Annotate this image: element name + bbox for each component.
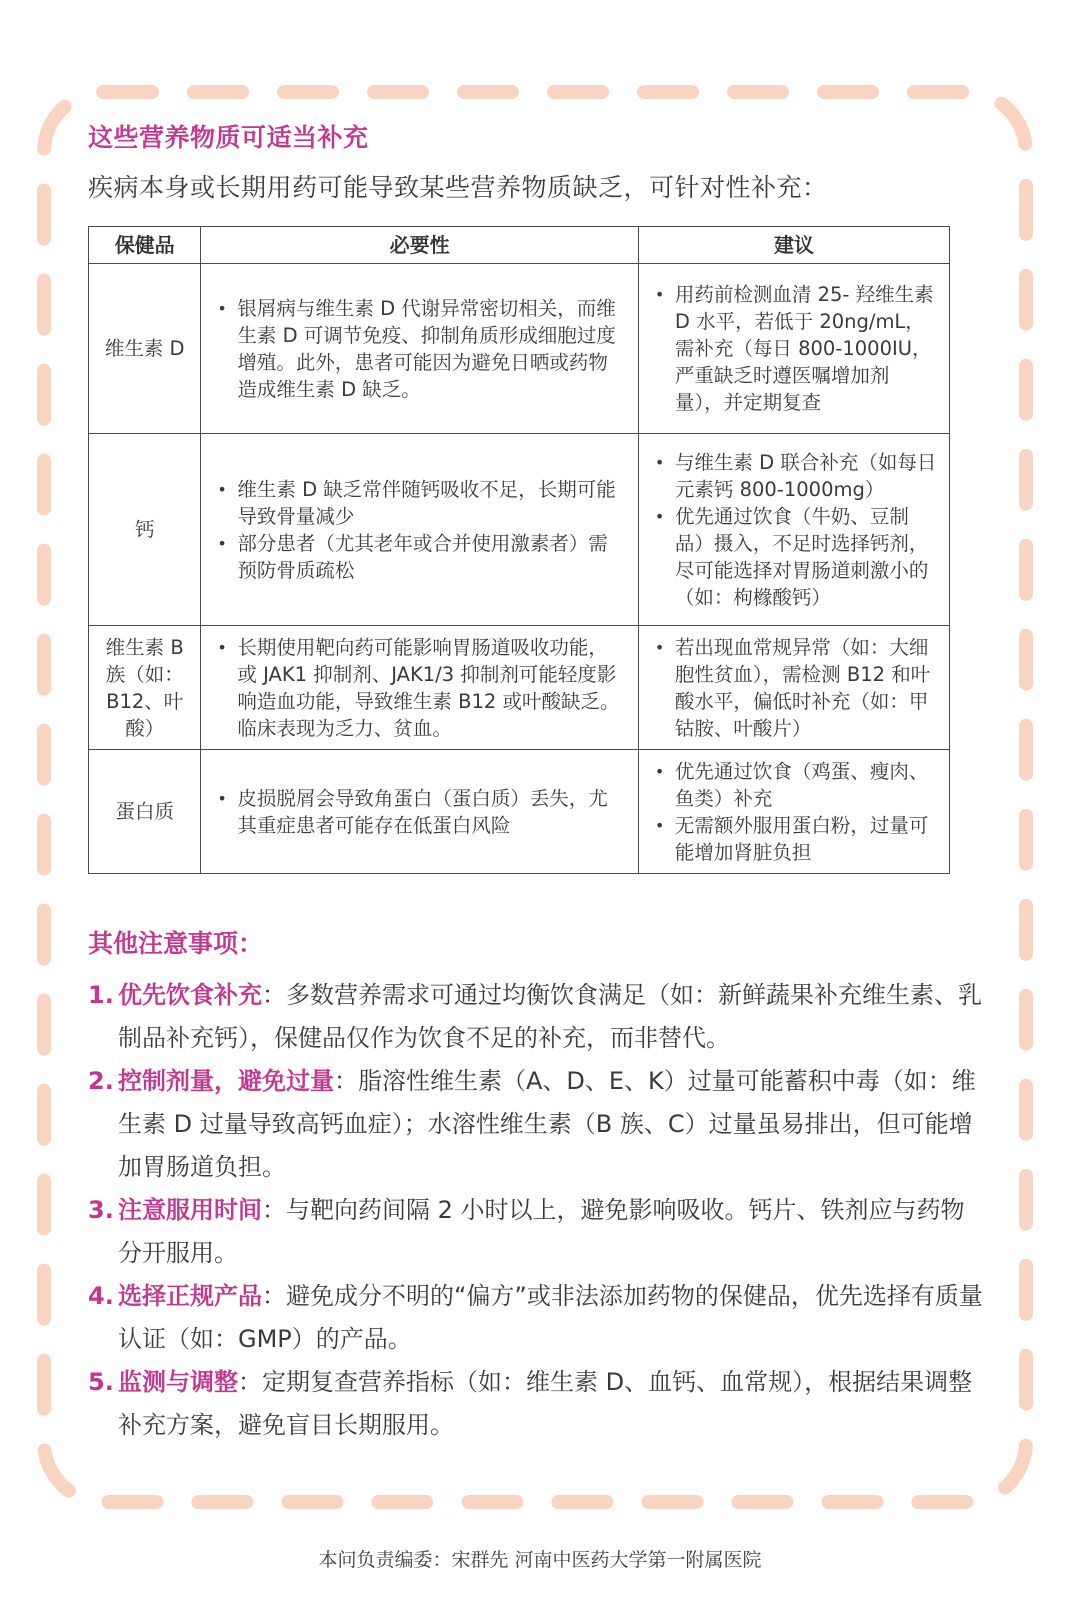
note-number: 5. xyxy=(88,1368,114,1396)
list-item: • 无需额外服用蛋白粉，过量可能增加肾脏负担 xyxy=(675,812,937,866)
note-item xyxy=(88,1060,988,1189)
list-item: • 长期使用靶向药可能影响胃肠道吸收功能，或 JAK1 抑制剂、JAK1/3 抑制剂可能轻度影响造血功能，导致维生素 B12 或叶酸缺乏。临床表现为乏力、贫血。 xyxy=(237,634,626,742)
note-text: ：多数营养需求可通过均衡饮食满足（如：新鲜蔬果补充维生素、乳制品补充钙），保健品仅作为饮食不足的补充，而非替代。 xyxy=(118,981,982,1052)
row-necessity xyxy=(201,626,639,750)
other-notes-title: 其他注意事项： xyxy=(88,929,264,958)
section-title: 这些营养物质可适当补充 xyxy=(88,123,369,152)
list-item: • 优先通过饮食（牛奶、豆制品）摄入，不足时选择钙剂，尽可能选择对胃肠道刺激小的（如：枸橼酸钙） xyxy=(675,503,937,611)
list-item: • 若出现血常规异常（如：大细胞性贫血），需检测 B12 和叶酸水平，偏低时补充（如：甲钴胺、叶酸片） xyxy=(675,634,937,742)
row-name: 蛋白质 xyxy=(89,750,201,874)
list-item: • 维生素 D 缺乏常伴随钙吸收不足，长期可能导致骨量减少 xyxy=(237,476,626,530)
note-text: ：脂溶性维生素（A、D、E、K）过量可能蓄积中毒（如：维生素 D 过量导致高钙血症）；水溶性维生素（B 族、C）过量虽易排出，但可能增加胃肠道负担。 xyxy=(118,1067,976,1181)
table-row xyxy=(89,434,950,626)
note-text: ：避免成分不明的“偏方”或非法添加药物的保健品，优先选择有质量认证（如：GMP）的产品。 xyxy=(118,1282,983,1353)
row-name: 维生素 D xyxy=(89,264,201,434)
note-heading: 选择正规产品 xyxy=(118,1282,262,1310)
note-heading: 优先饮食补充 xyxy=(118,981,262,1009)
supplement-table xyxy=(88,226,950,874)
header-advice: 建议 xyxy=(638,227,949,264)
note-number: 3. xyxy=(88,1196,114,1224)
note-heading: 控制剂量，避免过量 xyxy=(118,1067,334,1095)
list-item: • 与维生素 D 联合补充（如每日元素钙 800-1000mg） xyxy=(675,449,937,503)
row-necessity xyxy=(201,750,639,874)
main-content xyxy=(88,118,988,1447)
list-item: • 优先通过饮食（鸡蛋、瘦肉、鱼类）补充 xyxy=(675,758,937,812)
row-name: 维生素 B 族（如：B12、叶酸） xyxy=(89,626,201,750)
list-item: • 用药前检测血清 25- 羟维生素 D 水平，若低于 20ng/mL，需补充（每日 800-1000IU，严重缺乏时遵医嘱增加剂量），并定期复查 xyxy=(675,281,937,416)
list-item: • 银屑病与维生素 D 代谢异常密切相关，而维生素 D 可调节免疫、抑制角质形成细胞过度增殖。此外，患者可能因为避免日晒或药物造成维生素 D 缺乏。 xyxy=(237,295,626,403)
note-text: ：定期复查营养指标（如：维生素 D、血钙、血常规），根据结果调整补充方案，避免盲目长期服用。 xyxy=(118,1368,973,1439)
row-name: 钙 xyxy=(89,434,201,626)
row-necessity xyxy=(201,264,639,434)
list-item: • 皮损脱屑会导致角蛋白（蛋白质）丢失，尤其重症患者可能存在低蛋白风险 xyxy=(237,785,626,839)
table-row xyxy=(89,626,950,750)
header-supplement: 保健品 xyxy=(89,227,201,264)
note-item xyxy=(88,1361,988,1447)
note-number: 4. xyxy=(88,1282,114,1310)
note-item xyxy=(88,974,988,1060)
note-heading: 注意服用时间 xyxy=(118,1196,262,1224)
footer-credit: 本问负责编委：宋群先 河南中医药大学第一附属医院 xyxy=(318,1549,762,1571)
table-header-row xyxy=(89,227,950,264)
note-item xyxy=(88,1189,988,1275)
list-item: • 部分患者（尤其老年或合并使用激素者）需预防骨质疏松 xyxy=(237,530,626,584)
other-notes-list xyxy=(88,974,988,1447)
section-intro: 疾病本身或长期用药可能导致某些营养物质缺乏，可针对性补充： xyxy=(88,173,828,202)
table-row xyxy=(89,264,950,434)
note-number: 1. xyxy=(88,981,114,1009)
note-heading: 监测与调整 xyxy=(118,1368,238,1396)
row-advice xyxy=(638,626,949,750)
row-advice xyxy=(638,264,949,434)
note-number: 2. xyxy=(88,1067,114,1095)
row-advice xyxy=(638,750,949,874)
note-item xyxy=(88,1275,988,1361)
table-row xyxy=(89,750,950,874)
header-necessity: 必要性 xyxy=(201,227,639,264)
row-necessity xyxy=(201,434,639,626)
row-advice xyxy=(638,434,949,626)
note-text: ：与靶向药间隔 2 小时以上，避免影响吸收。钙片、铁剂应与药物分开服用。 xyxy=(118,1196,965,1267)
